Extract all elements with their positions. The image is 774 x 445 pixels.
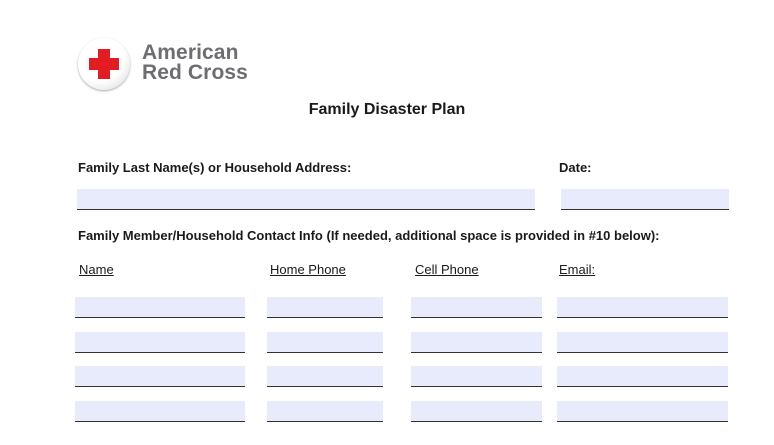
contacts-heading <box>78 228 660 243</box>
contact-home-phone-field[interactable] <box>267 366 383 387</box>
column-header-email: Email: <box>559 262 596 277</box>
contacts-heading-title: Family Member/Household Contact Info <box>78 228 323 243</box>
contact-cell-phone-field[interactable] <box>411 401 542 422</box>
contact-home-phone-field[interactable] <box>267 297 383 318</box>
red-cross-logo <box>78 38 130 90</box>
date-field[interactable] <box>561 189 729 210</box>
brand-name <box>142 43 248 83</box>
contact-email-field[interactable] <box>557 297 728 318</box>
household-name-label: Family Last Name(s) or Household Address: <box>78 160 352 175</box>
household-name-field[interactable] <box>77 189 535 210</box>
page-title: Family Disaster Plan <box>308 101 466 118</box>
date-label: Date: <box>559 160 592 175</box>
column-header-home-phone: Home Phone <box>270 262 346 277</box>
brand-line-2: Red Cross <box>142 61 248 84</box>
contact-name-field[interactable] <box>75 297 245 318</box>
contact-email-field[interactable] <box>557 332 728 353</box>
contact-cell-phone-field[interactable] <box>411 297 542 318</box>
contact-name-field[interactable] <box>75 401 245 422</box>
contact-cell-phone-field[interactable] <box>411 332 542 353</box>
brand-line-1: American <box>142 41 239 64</box>
red-cross-icon <box>86 46 122 82</box>
contact-email-field[interactable] <box>557 401 728 422</box>
contact-home-phone-field[interactable] <box>267 332 383 353</box>
column-header-name: Name <box>79 262 114 277</box>
contact-home-phone-field[interactable] <box>267 401 383 422</box>
contact-email-field[interactable] <box>557 366 728 387</box>
contact-name-field[interactable] <box>75 366 245 387</box>
contacts-heading-note: (If needed, additional space is provided in #10 below): <box>326 228 660 243</box>
contact-cell-phone-field[interactable] <box>411 366 542 387</box>
column-header-cell-phone: Cell Phone <box>415 262 479 277</box>
contact-name-field[interactable] <box>75 332 245 353</box>
